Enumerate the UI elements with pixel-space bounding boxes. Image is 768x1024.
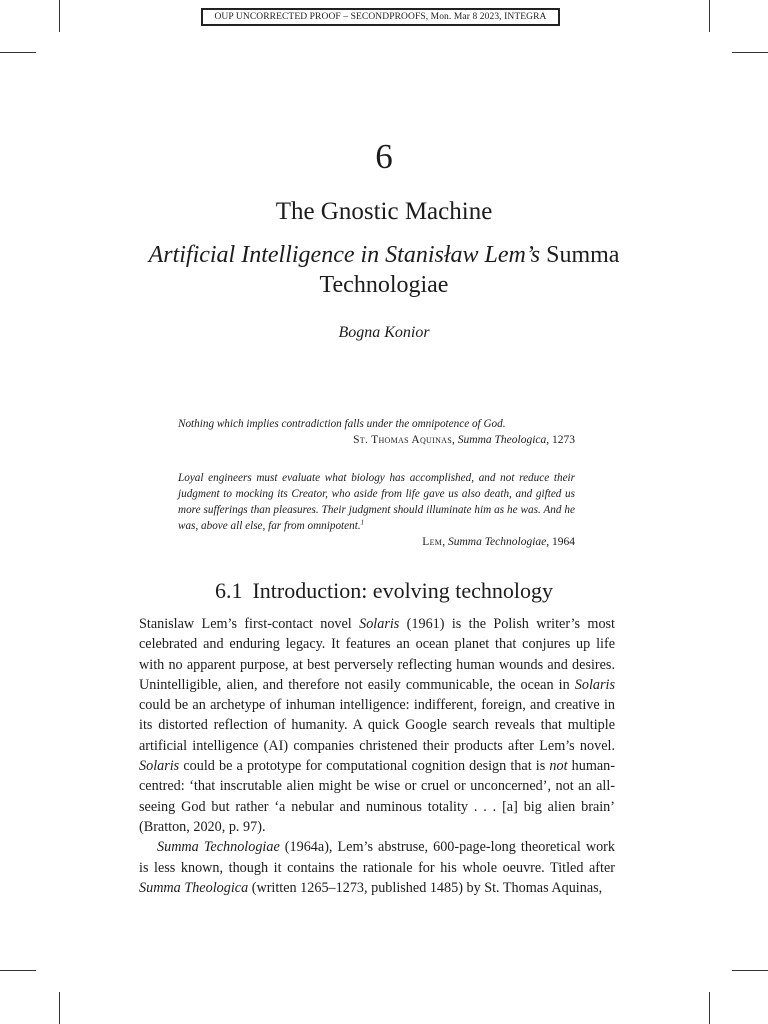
- text-run-italic: Summa Technologiae: [157, 839, 280, 856]
- epigraph-1: [178, 416, 575, 448]
- text-run-italic: Solaris: [574, 676, 615, 693]
- crop-mark-bottom-left-h: [0, 970, 36, 971]
- section-heading: [0, 578, 768, 604]
- epigraph-attribution: Lem, Summa Technologiae, 1964: [422, 536, 575, 548]
- proof-banner: OUP UNCORRECTED PROOF – SECONDPROOFS, Mon. Mar 8 2023, INTEGRA: [201, 8, 560, 26]
- text-run-italic: Solaris: [139, 758, 180, 775]
- crop-mark-bottom-right: [709, 992, 710, 1024]
- crop-mark-top-left: [59, 0, 60, 32]
- chapter-subtitle: [120, 240, 648, 300]
- text-run-italic: Summa Theologica: [139, 879, 249, 896]
- crop-mark-top-left-h: [0, 52, 36, 53]
- chapter-subtitle-roman: Summa Technologiae: [319, 242, 620, 298]
- text-run: could be a prototype for computational cognition design that is: [179, 758, 550, 775]
- text-run: could be an archetype of inhuman intelligence: indifferent, foreign, and creative in its distorted reflection of humanity. A quick Google search reveals that multiple artificial intelligence (AI) companies christened their products after Lem’s novel.: [139, 697, 615, 754]
- text-run: Stanislaw Lem’s first-contact novel: [139, 616, 360, 632]
- epigraph-work: Summa Theologica: [457, 434, 547, 446]
- epigraph-text: [178, 470, 575, 534]
- crop-mark-top-right: [709, 0, 710, 32]
- text-run: (written 1265–1273, published 1485) by St. Thomas Aquinas,: [248, 879, 603, 896]
- epigraph-text-body: Loyal engineers must evaluate what biology has accomplished, and not reduce their judgment to mocking its Creator, who aside from life gave us also death, and gifted us more sufferings than pleasures. Their judgment should illuminate him as he was. And he was, above all else, far from omnipotent.: [178, 472, 575, 532]
- chapter-title: The Gnostic Machine: [275, 198, 493, 225]
- paragraph-1: [139, 614, 615, 837]
- epigraph-year: , 1273: [546, 434, 575, 446]
- section-title: Introduction: evolving technology: [252, 578, 554, 603]
- text-run: human-centred: ‘that inscrutable alien might be wise or cruel or unconcerned’, not an all-seeing God but rather ‘a nebular and numinous totality . . . [a] big alien brain’ (Bratton, 2020, p. 97).: [139, 758, 615, 835]
- author-name: Bogna Konior: [338, 324, 430, 341]
- epigraph-attribution: St. Thomas Aquinas, Summa Theologica, 1273: [353, 434, 575, 446]
- epigraph-author: St. Thomas Aquinas: [353, 434, 453, 446]
- body-text: [139, 614, 615, 898]
- chapter-number: 6: [375, 137, 393, 176]
- text-run-italic: not: [549, 758, 568, 775]
- epigraph-author: Lem: [422, 536, 443, 548]
- crop-mark-bottom-right-h: [732, 970, 768, 971]
- epigraph-year: , 1964: [546, 536, 575, 548]
- section-number: 6.1: [214, 578, 243, 603]
- crop-mark-top-right-h: [732, 52, 768, 53]
- text-run: (1961) is the Polish writer’s most celebrated and enduring legacy. It features an ocean planet that conjures up life with no apparent purpose, at best perversely reflecting human wounds and desires. Unintelligible, alien, and therefore not easily communicable, the ocean in: [139, 616, 615, 693]
- footnote-marker[interactable]: 1: [360, 518, 365, 527]
- paragraph-2: [139, 837, 615, 898]
- epigraph-work: Summa Technologiae: [447, 536, 547, 548]
- epigraph-2: [178, 470, 575, 550]
- crop-mark-bottom-left: [59, 992, 60, 1024]
- chapter-subtitle-italic: Artificial Intelligence in Stanisław Lem’s: [148, 242, 541, 268]
- text-run: (1964a), Lem’s abstruse, 600-page-long theoretical work is less known, though it contains the rationale for his whole oeuvre. Titled after: [139, 839, 615, 876]
- epigraph-text: Nothing which implies contradiction falls under the omnipotence of God.: [178, 418, 506, 430]
- text-run-italic: Solaris: [359, 616, 400, 632]
